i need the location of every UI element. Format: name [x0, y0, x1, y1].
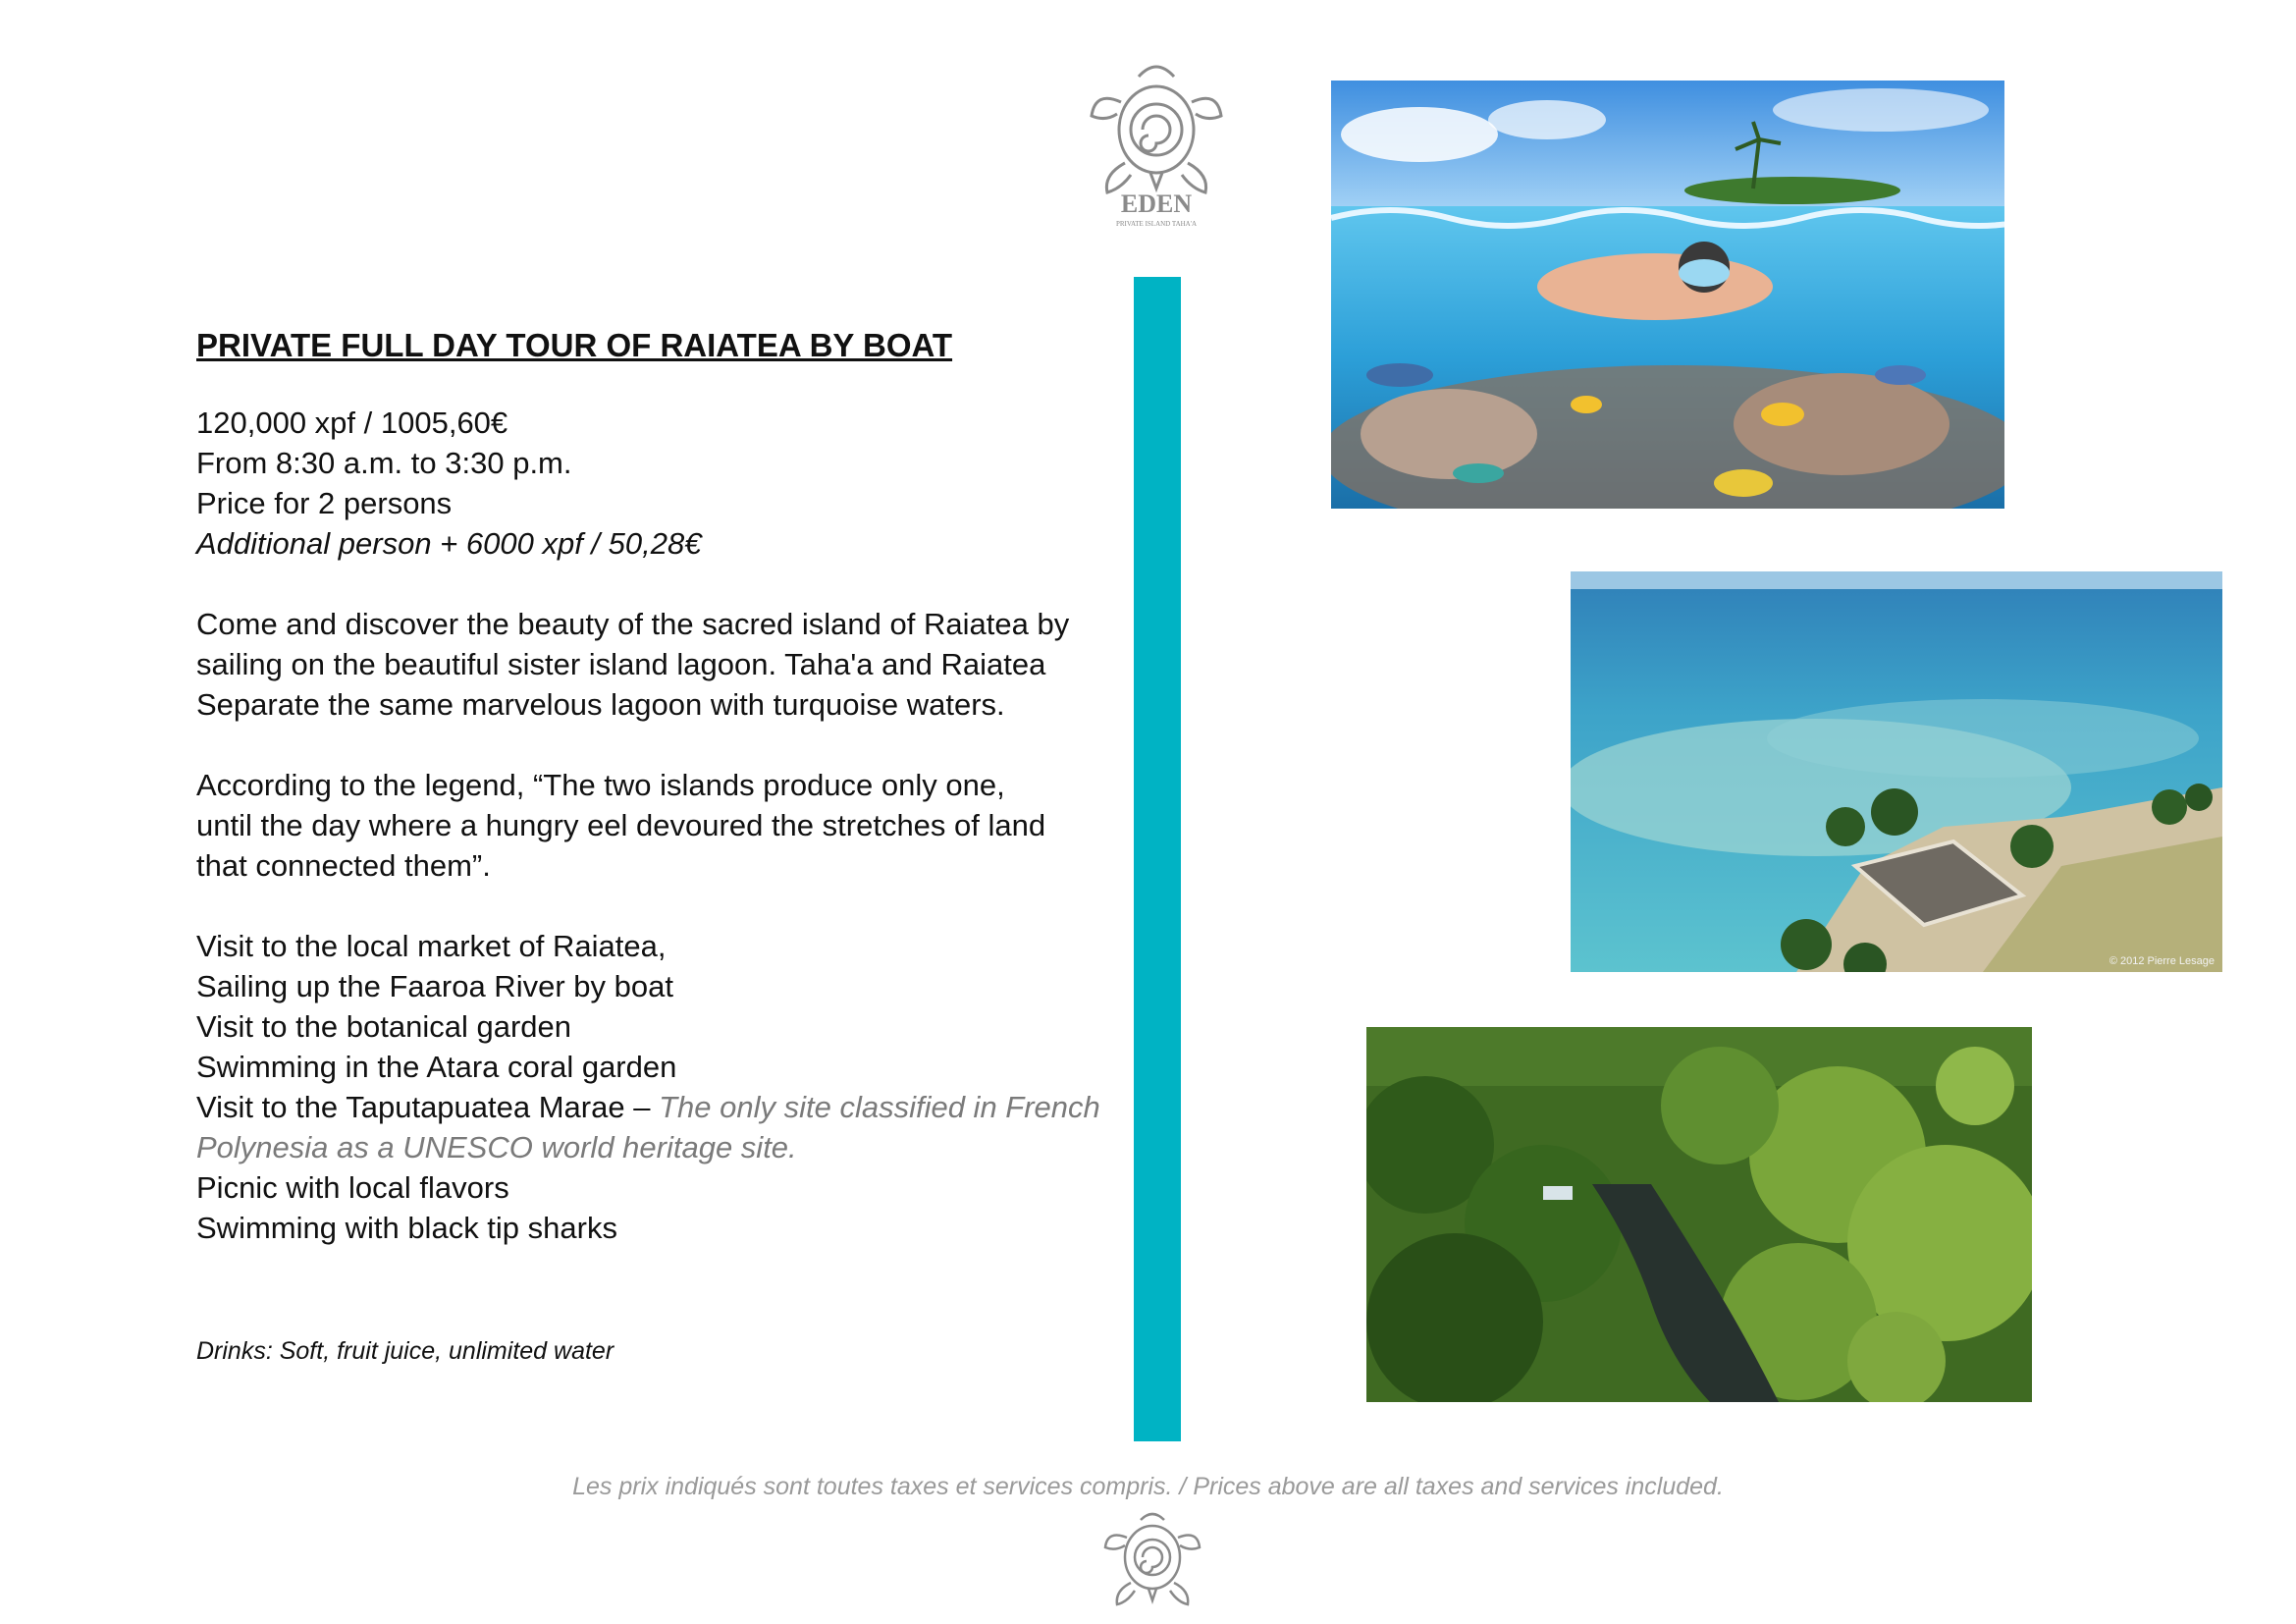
itinerary-item [196, 1087, 1109, 1127]
itinerary-item: Swimming with black tip sharks [196, 1211, 617, 1245]
intro-line: sailing on the beautiful sister island lagoon. Taha'a and Raiatea [196, 647, 1046, 681]
footer-prices-note: Les prix indiqués sont toutes taxes et services compris. / Prices above are all taxes and services included. [572, 1473, 1724, 1500]
snorkeling-photo [1331, 81, 2004, 509]
logo-brand-text: EDEN [1120, 189, 1193, 218]
legend-line: until the day where a hungry eel devoured the stretches of land [196, 808, 1046, 842]
tour-hours: From 8:30 a.m. to 3:30 p.m. [196, 446, 572, 480]
marae-lagoon-photo [1571, 571, 2222, 972]
tour-title: PRIVATE FULL DAY TOUR OF RAIATEA BY BOAT [196, 327, 953, 363]
legend-line: that connected them”. [196, 848, 491, 883]
itinerary-item-text: Visit to the Taputapuatea Marae – [196, 1090, 660, 1124]
turtle-logo-icon [1088, 55, 1225, 232]
photo-credit: © 2012 Pierre Lesage [2109, 955, 2215, 967]
unesco-note: The only site classified in French [659, 1090, 1100, 1124]
legend-paragraph [196, 765, 1109, 886]
logo-tagline-text: PRIVATE ISLAND TAHA'A [1115, 220, 1198, 228]
intro-line: Separate the same marvelous lagoon with turquoise waters. [196, 687, 1005, 722]
faaroa-river-photo [1366, 1027, 2032, 1402]
tour-price: 120,000 xpf / 1005,60€ [196, 406, 508, 440]
turquoise-divider [1134, 277, 1181, 1441]
itinerary-item: Visit to the botanical garden [196, 1009, 572, 1044]
turtle-logo-icon [1103, 1506, 1201, 1608]
tour-persons: Price for 2 persons [196, 486, 453, 520]
tour-details [196, 403, 1109, 564]
unesco-note-continued: Polynesia as a UNESCO world heritage site. [196, 1130, 797, 1164]
tour-additional-person: Additional person + 6000 xpf / 50,28€ [196, 526, 702, 561]
intro-line: Come and discover the beauty of the sacred island of Raiatea by [196, 607, 1070, 641]
itinerary-item: Visit to the local market of Raiatea, [196, 929, 667, 963]
itinerary-list [196, 926, 1109, 1248]
intro-paragraph [196, 604, 1109, 725]
itinerary-item: Sailing up the Faaroa River by boat [196, 969, 673, 1003]
itinerary-item: Swimming in the Atara coral garden [196, 1050, 677, 1084]
itinerary-item: Picnic with local flavors [196, 1170, 509, 1205]
eden-logo-footer [1103, 1506, 1201, 1608]
drinks-note: Drinks: Soft, fruit juice, unlimited water [196, 1337, 614, 1365]
legend-line: According to the legend, “The two islands produce only one, [196, 768, 1005, 802]
eden-logo [1088, 55, 1225, 232]
tour-description [196, 324, 1109, 1248]
